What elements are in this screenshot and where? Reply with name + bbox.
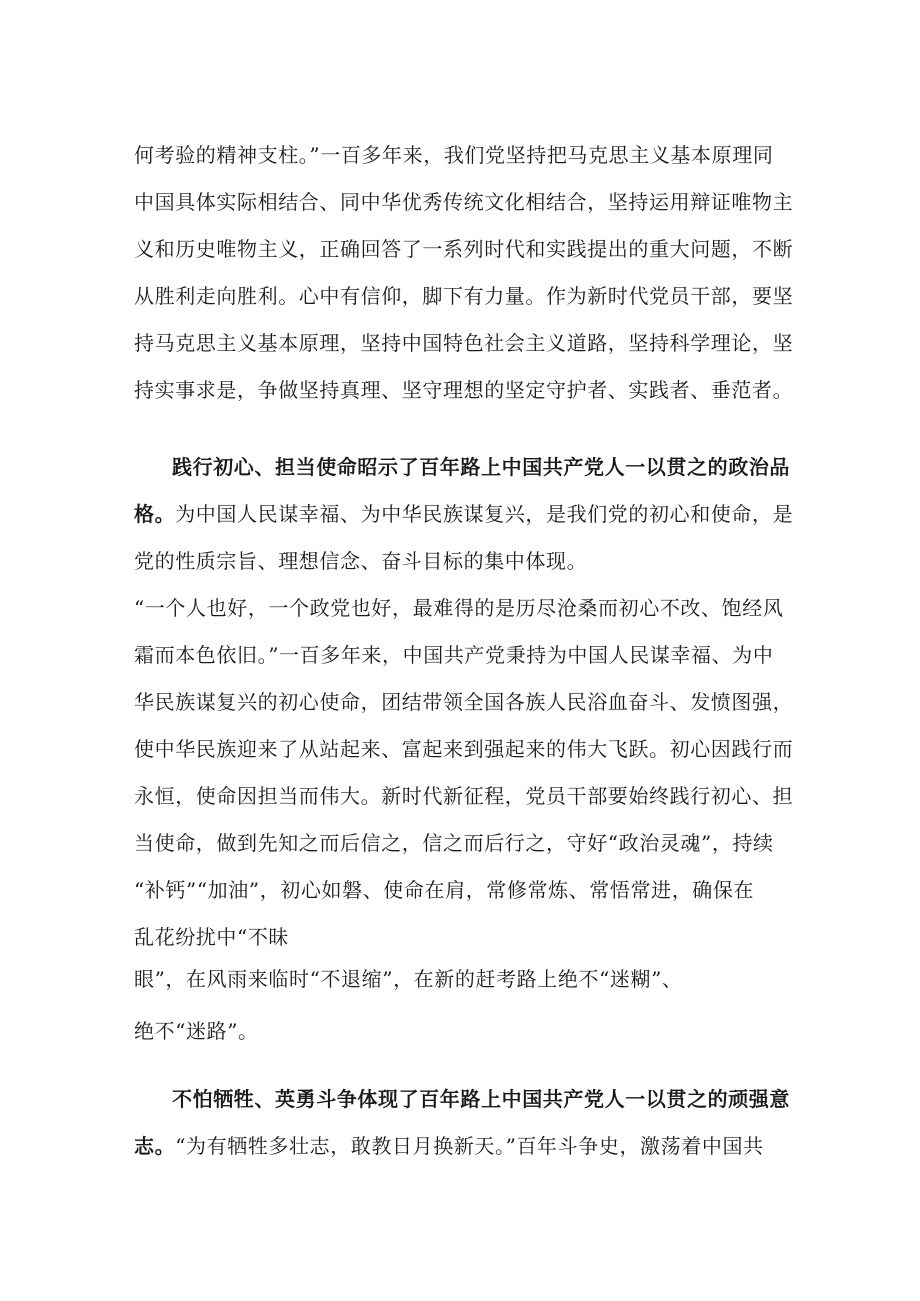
paragraph-2-line-3: 党的性质宗旨、理想信念、奋斗目标的集中体现。: [134, 549, 588, 573]
paragraph-2-line-6: 华民族谋复兴的初心使命，团结带领全国各族人民浴血奋斗、发愤图强，: [134, 690, 794, 714]
paragraph-2-heading-end: 格。: [134, 502, 176, 526]
paragraph-2-line-13: 绝不“迷路”。: [134, 1019, 259, 1043]
paragraph-2-line-8: 永恒，使命因担当而伟大。新时代新征程，党员干部要始终践行初心、担: [134, 784, 794, 808]
paragraph-1-line-1: 何考验的精神支柱。”一百多年来，我们党坚持把马克思主义基本原理同: [134, 143, 774, 167]
paragraph-2-line-9: 当使命，做到先知之而后信之，信之而后行之，守好“政治灵魂”，持续: [134, 831, 774, 855]
paragraph-2-line-11: 乱花纷扰中“不昧: [134, 925, 290, 949]
paragraph-2-line-4: “一个人也好，一个政党也好，最难得的是历尽沧桑而初心不改、饱经风: [134, 596, 784, 620]
paragraph-2-heading-line-1: 践行初心、担当使命昭示了百年路上中国共产党人一以贯之的政治品: [172, 455, 790, 479]
paragraph-1-line-6: 持实事求是，争做坚持真理、坚守理想的坚定守护者、实践者、垂范者。: [134, 378, 794, 402]
paragraph-1-line-2: 中国具体实际相结合、同中华优秀传统文化相结合，坚持运用辩证唯物主: [134, 190, 794, 214]
paragraph-3-line-2: [134, 1134, 794, 1158]
paragraph-2-line-5: 霜而本色依旧。”一百多年来，中国共产党秉持为中国人民谋幸福、为中: [134, 643, 774, 667]
paragraph-2-line-12: 眼”，在风雨来临时“不退缩”，在新的赶考路上绝不“迷糊”、: [134, 967, 683, 991]
paragraph-3-heading-line-1: 不怕牺牲、英勇斗争体现了百年路上中国共产党人一以贯之的顽强意: [172, 1087, 790, 1111]
paragraph-3-line-2-text: “为有牺牲多壮志，敢教日月换新天。”百年斗争史，激荡着中国共: [175, 1134, 764, 1158]
paragraph-1-line-5: 持马克思主义基本原理，坚持中国特色社会主义道路，坚持科学理论，坚: [134, 331, 794, 355]
paragraph-2-line-10: “补钙”“加油”，初心如磐、使命在肩，常修常炼、常悟常进，确保在: [134, 878, 755, 902]
paragraph-1-line-3: 义和历史唯物主义，正确回答了一系列时代和实践提出的重大问题，不断: [134, 237, 794, 261]
paragraph-1-line-4: 从胜利走向胜利。心中有信仰，脚下有力量。作为新时代党员干部，要坚: [134, 284, 794, 308]
paragraph-2-line-2: [134, 502, 794, 526]
paragraph-2-line-2-text: 为中国人民谋幸福、为中华民族谋复兴，是我们党的初心和使命，是: [175, 502, 794, 526]
paragraph-3-heading-end: 志。: [134, 1134, 176, 1158]
paragraph-2-line-7: 使中华民族迎来了从站起来、富起来到强起来的伟大飞跃。初心因践行而: [134, 737, 794, 761]
